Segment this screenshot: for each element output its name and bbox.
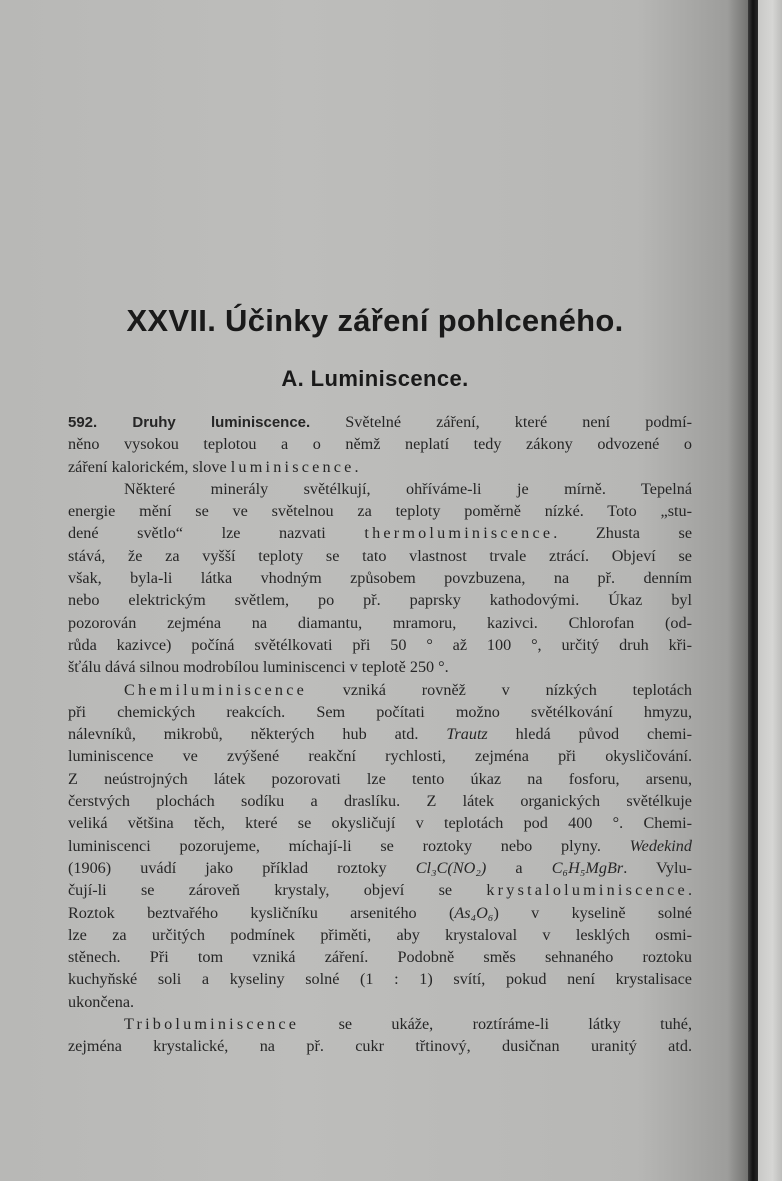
text-line: [68, 589, 692, 611]
text-line: [68, 411, 692, 433]
text-line: [68, 902, 692, 924]
text-line: [68, 745, 692, 767]
text-line: [68, 768, 692, 790]
text-run: při chemických reakcích. Sem počítati možno světélkování hmyzu,: [68, 702, 692, 721]
text-run: (1906) uvádí jako příklad roztoky: [68, 858, 416, 877]
text-line: [68, 679, 692, 701]
spaced-term: luminiscence: [230, 457, 355, 476]
text-run: zejména krystalické, na př. cukr třtinový, dusičnan uranitý atd.: [68, 1037, 692, 1056]
text-run: čerstvých plochách sodíku a draslíku. Z látek organických světélkuje: [68, 792, 692, 811]
text-run: se ukáže, roztíráme-li látky tuhé,: [299, 1015, 692, 1034]
text-run: něno vysokou teplotou a o němž neplatí tedy zákony odvozené o: [68, 435, 692, 454]
italic-text: As₄O₆: [454, 903, 494, 922]
section-title: A. Luminiscence.: [281, 366, 469, 391]
text-run: . Vylu-: [623, 858, 692, 877]
text-run: Některé minerály světélkují, ohříváme-li je mírně. Tepelná: [124, 479, 692, 498]
text-line: [68, 991, 692, 1013]
spaced-term: Chemiluminiscence: [124, 680, 307, 699]
text-run: Světelné záření, které není podmí-: [310, 413, 692, 431]
text-run: nebo elektrickým světlem, po př. paprsky kathodovými. Úkaz byl: [68, 591, 692, 610]
text-run: luminiscenci pozorujeme, míchají-li se roztoky nebo plyny.: [68, 836, 630, 855]
text-line: [68, 968, 692, 990]
text-line: [68, 790, 692, 812]
text-run: luminiscence ve zvýšené reakční rychlosti, zejména při okysličování.: [68, 747, 692, 766]
text-line: [68, 522, 692, 544]
chapter-title: XXVII. Účinky záření pohlceného.: [126, 303, 624, 338]
body-text: [68, 411, 692, 1058]
text-line: [68, 812, 692, 834]
text-run: stává, že za vyšší teploty se tato vlastnost trvale ztrácí. Objeví se: [68, 546, 692, 565]
italic-text: Wedekind: [629, 836, 692, 855]
text-run: hledá původ chemi-: [487, 725, 692, 744]
text-run: . Zhusta se: [553, 524, 692, 543]
text-run: čují-li se zároveň krystaly, objeví se: [68, 881, 487, 900]
text-line: [68, 478, 692, 500]
text-run: stěnech. Při tom vzniká záření. Podobně směs sehnaného roztoku: [68, 948, 692, 967]
text-line: [68, 701, 692, 723]
text-line: [68, 924, 692, 946]
text-run: pozorován zejména na diamantu, mramoru, kazivci. Chlorofan (od-: [68, 613, 692, 632]
text-run: vzniká rovněž v nízkých teplotách: [306, 680, 692, 699]
spaced-term: Triboluminiscence: [124, 1015, 300, 1034]
book-spine-shadow: [748, 0, 758, 1181]
text-line: [68, 879, 692, 901]
next-page-edge: [758, 0, 782, 1181]
text-run: dené světlo“ lze nazvati: [68, 524, 365, 543]
text-run: .: [354, 457, 359, 476]
text-line: [68, 567, 692, 589]
text-run: kuchyňské soli a kyseliny solné (1 : 1) svítí, pokud není krystalisace: [68, 970, 692, 989]
italic-text: Cl₃C(NO₂): [415, 858, 487, 877]
spaced-term: thermoluminiscence: [364, 524, 554, 543]
text-line: [68, 612, 692, 634]
text-run: Roztok beztvařého kysličníku arsenitého (: [68, 903, 455, 922]
text-run: však, byla-li látka vhodným způsobem povzbuzena, na př. denním: [68, 569, 692, 588]
text-run: a: [486, 858, 552, 877]
text-line: [68, 946, 692, 968]
paragraph-heading: 592. Druhy luminiscence.: [68, 414, 311, 431]
italic-text: Trautz: [446, 725, 488, 744]
text-line: [68, 1035, 692, 1057]
text-line: [68, 500, 692, 522]
text-run: Z neústrojných látek pozorovati lze tento úkaz na fosforu, arsenu,: [68, 769, 692, 788]
text-line: [68, 656, 692, 678]
text-run: lze za určitých podmínek přiměti, aby krystaloval v lesklých osmi-: [68, 925, 692, 944]
text-run: ukončena.: [68, 992, 135, 1011]
text-run: energie mění se ve světelnou za teploty poměrně nízké. Toto „stu-: [68, 502, 692, 521]
text-run: záření kalorickém, slove: [68, 457, 231, 476]
text-run: nálevníků, mikrobů, některých hub atd.: [68, 725, 447, 744]
text-line: [68, 723, 692, 745]
text-line: [68, 835, 692, 857]
text-run: růda kazivce) počíná světélkovati při 50 ° až 100 °, určitý druh kři-: [68, 635, 692, 654]
text-line: [68, 634, 692, 656]
text-line: [68, 857, 692, 879]
text-run: veliká většina těch, které se okysličují v teplotách pod 400 °. Chemi-: [68, 814, 692, 833]
italic-text: C₆H₅MgBr: [551, 858, 624, 877]
text-line: [68, 545, 692, 567]
text-line: [68, 433, 692, 455]
text-line: [68, 456, 692, 478]
text-run: ) v kyselině solné: [493, 903, 692, 922]
text-run: .: [687, 881, 692, 900]
text-run: šťálu dává silnou modrobílou luminiscenci v teplotě 250 °.: [68, 658, 449, 677]
text-line: [68, 1013, 692, 1035]
spaced-term: krystaloluminiscence: [486, 881, 688, 900]
